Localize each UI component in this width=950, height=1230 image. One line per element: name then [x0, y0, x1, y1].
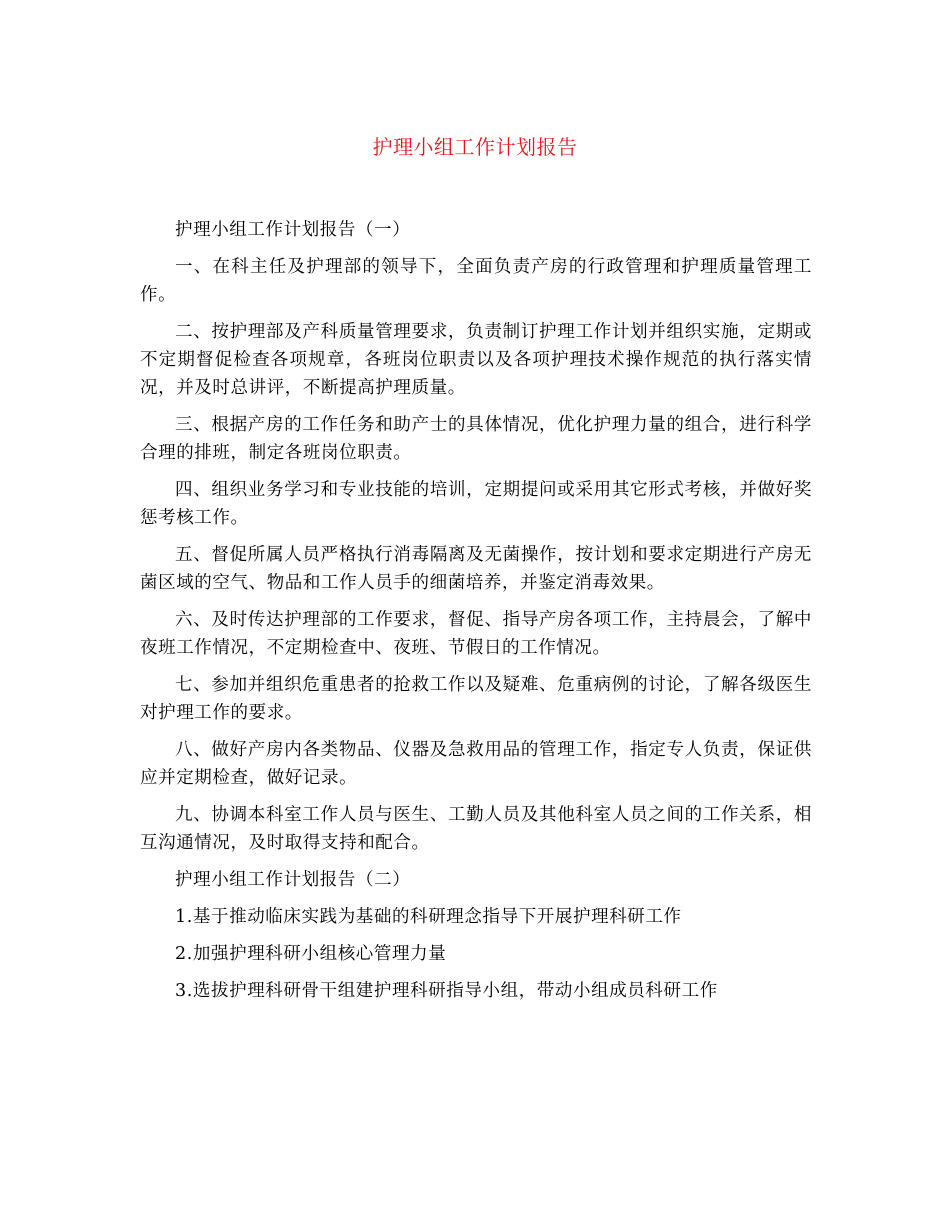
document-body [140, 216, 812, 1014]
paragraph: 五、督促所属人员严格执行消毒隔离及无菌操作，按计划和要求定期进行产房无菌区域的空气、物品和工作人员手的细菌培养，并鉴定消毒效果。 [140, 545, 812, 593]
paragraph: 三、根据产房的工作任务和助产士的具体情况，优化护理力量的组合，进行科学合理的排班，制定各班岗位职责。 [140, 415, 812, 463]
paragraph: 七、参加并组织危重患者的抢救工作以及疑难、危重病例的讨论，了解各级医生对护理工作的要求。 [140, 675, 812, 723]
section-heading-2: 护理小组工作计划报告（二） [175, 870, 411, 890]
list-item: 3.选拔护理科研骨干组建护理科研指导小组，带动小组成员科研工作 [175, 981, 718, 1001]
paragraph: 八、做好产房内各类物品、仪器及急救用品的管理工作，指定专人负责，保证供应并定期检查，做好记录。 [140, 740, 812, 788]
paragraph: 九、协调本科室工作人员与医生、工勤人员及其他科室人员之间的工作关系，相互沟通情况，及时取得支持和配合。 [140, 805, 812, 853]
document-title: 护理小组工作计划报告 [372, 135, 578, 159]
paragraph: 一、在科主任及护理部的领导下，全面负责产房的行政管理和护理质量管理工作。 [140, 257, 812, 305]
paragraph: 六、及时传达护理部的工作要求，督促、指导产房各项工作，主持晨会，了解中夜班工作情况，不定期检查中、夜班、节假日的工作情况。 [140, 610, 812, 658]
paragraph: 二、按护理部及产科质量管理要求，负责制订护理工作计划并组织实施，定期或不定期督促检查各项规章，各班岗位职责以及各项护理技术操作规范的执行落实情况，并及时总讲评，不断提高护理质量。 [140, 322, 812, 398]
section-heading-1: 护理小组工作计划报告（一） [175, 220, 411, 240]
paragraph: 四、组织业务学习和专业技能的培训，定期提问或采用其它形式考核，并做好奖惩考核工作。 [140, 480, 812, 528]
list-item: 1.基于推动临床实践为基础的科研理念指导下开展护理科研工作 [175, 907, 682, 927]
list-item: 2.加强护理科研小组核心管理力量 [175, 944, 447, 964]
